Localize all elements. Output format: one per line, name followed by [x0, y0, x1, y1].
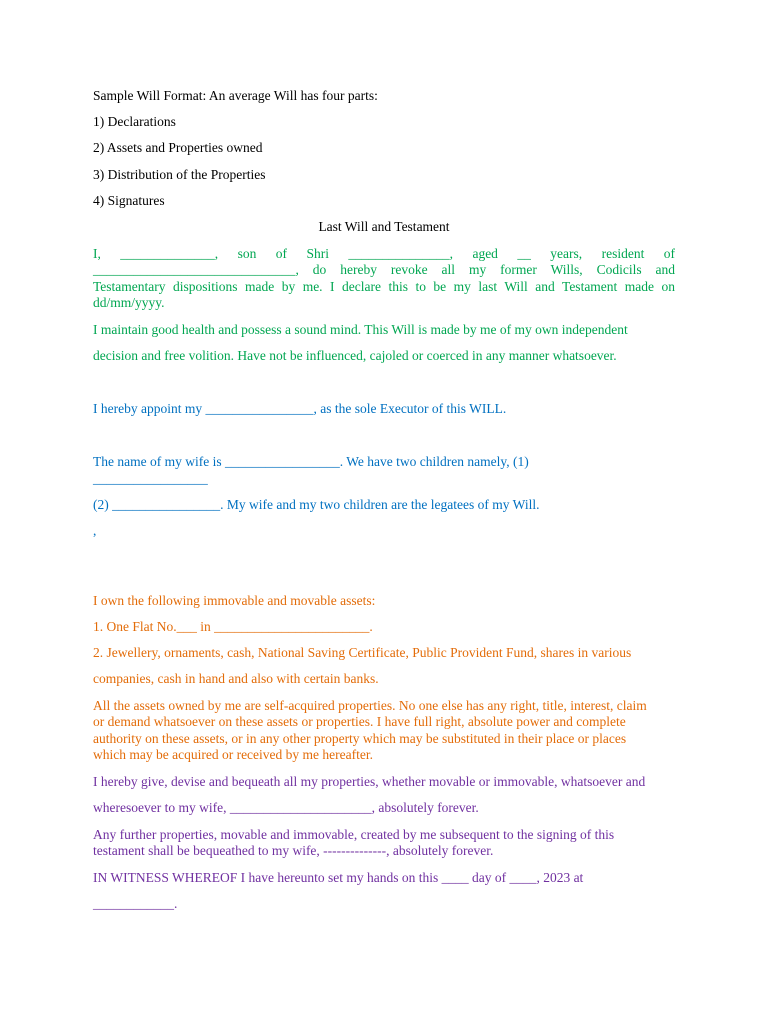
- asset-item-flat: 1. One Flat No.___ in _______________________.: [93, 619, 373, 634]
- self-acquired-line-4: which may be acquired or received by me hereafter.: [93, 747, 373, 762]
- family-line-3: (2) ________________. My wife and my two children are the legatees of my Will.: [93, 497, 540, 512]
- health-line-2: decision and free volition. Have not be influenced, cajoled or coerced in any manner whatsoever.: [93, 348, 617, 363]
- stray-comma: ,: [93, 523, 97, 538]
- further-properties-line-1: Any further properties, movable and immovable, created by me subsequent to the signing of this: [93, 827, 615, 842]
- part-item-assets: 2) Assets and Properties owned: [93, 140, 263, 155]
- self-acquired-line-2: or demand whatsoever on these assets or properties. I have full right, absolute power and complete: [93, 714, 626, 729]
- bequest-line-2: wheresoever to my wife, _____________________, absolutely forever.: [93, 800, 479, 815]
- declaration-line-2: ______________________________, do hereby revoke all my former Wills, Codicils and: [93, 262, 675, 277]
- family-line-2: _________________: [93, 471, 208, 486]
- asset-item-jewellery-line-2: companies, cash in hand and also with certain banks.: [93, 671, 379, 686]
- further-properties-line-2: testament shall be bequeathed to my wife, --------------, absolutely forever.: [93, 843, 494, 858]
- executor-text: I hereby appoint my ________________, as the sole Executor of this WILL.: [93, 401, 507, 416]
- self-acquired-line-1: All the assets owned by me are self-acquired properties. No one else has any right, title, interest, claim: [93, 698, 647, 713]
- bequest-line-1: I hereby give, devise and bequeath all my properties, whether movable or immovable, whatsoever and: [93, 774, 646, 789]
- asset-item-jewellery-line-1: 2. Jewellery, ornaments, cash, National Saving Certificate, Public Provident Fund, shares in various: [93, 645, 632, 660]
- health-line-1: I maintain good health and possess a sound mind. This Will is made by me of my own independent: [93, 322, 628, 337]
- family-line-1: The name of my wife is _________________. We have two children namely, (1): [93, 454, 529, 469]
- part-item-distribution: 3) Distribution of the Properties: [93, 167, 266, 182]
- declaration-line-4: dd/mm/yyyy.: [93, 295, 165, 310]
- part-item-declarations: 1) Declarations: [93, 114, 176, 129]
- witness-line-1: IN WITNESS WHEREOF I have hereunto set my hands on this ____ day of ____, 2023 at: [93, 870, 584, 885]
- witness-line-2: ____________.: [93, 896, 178, 911]
- assets-heading: I own the following immovable and movable assets:: [93, 593, 376, 608]
- part-item-signatures: 4) Signatures: [93, 193, 165, 208]
- declaration-line-1: I, ______________, son of Shri _______________, aged __ years, resident of: [93, 246, 675, 261]
- declaration-line-3: Testamentary dispositions made by me. I declare this to be my last Will and Testament made on: [93, 279, 675, 294]
- document-title: Last Will and Testament: [318, 219, 450, 234]
- self-acquired-line-3: authority on these assets, or in any other property which may be substituted in their place or places: [93, 731, 627, 746]
- intro-text: Sample Will Format: An average Will has four parts:: [93, 88, 378, 103]
